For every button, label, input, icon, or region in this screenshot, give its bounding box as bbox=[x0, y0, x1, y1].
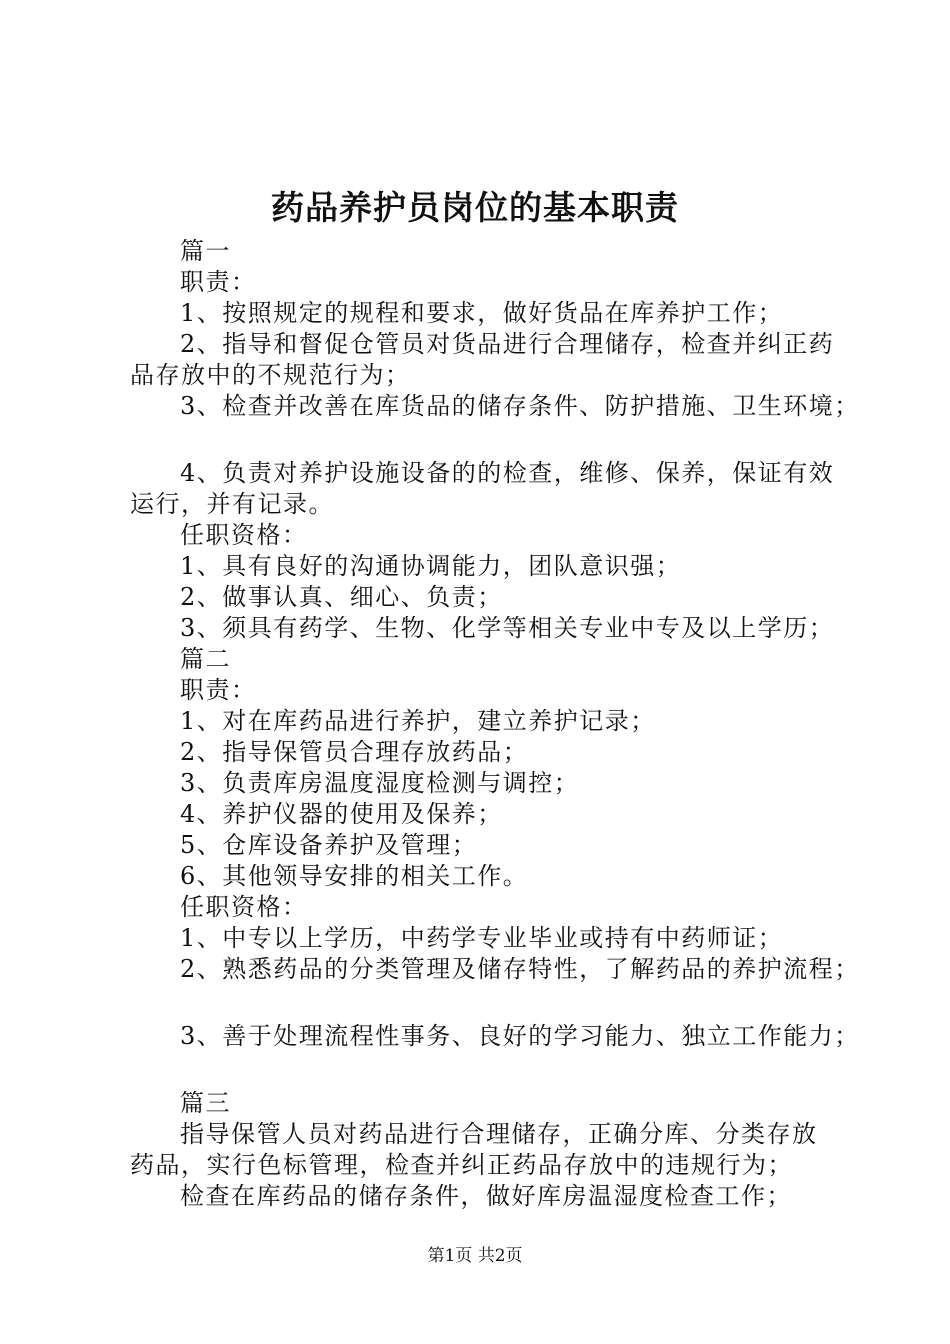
paragraph-line: 3、须具有药学、生物、化学等相关专业中专及以上学历； bbox=[180, 614, 835, 642]
paragraph-line: 4、养护仪器的使用及保养； bbox=[180, 800, 503, 828]
paragraph-line: 1、按照规定的规程和要求，做好货品在库养护工作； bbox=[180, 299, 784, 327]
paragraph-line: 3、检查并改善在库货品的储存条件、防护措施、卫生环境； bbox=[180, 392, 860, 420]
qualifications-heading: 任职资格： bbox=[180, 893, 308, 921]
paragraph-line: 2、熟悉药品的分类管理及储存特性，了解药品的养护流程； bbox=[180, 955, 860, 983]
section-heading-2: 篇二 bbox=[180, 645, 231, 673]
paragraph-line: 2、指导和督促仓管员对货品进行合理储存，检查并纠正药 bbox=[180, 330, 835, 358]
document-title: 药品养护员岗位的基本职责 bbox=[271, 188, 679, 227]
paragraph-line-continued: 品存放中的不规范行为； bbox=[130, 361, 411, 389]
paragraph-line: 2、做事认真、细心、负责； bbox=[180, 583, 503, 611]
paragraph-line: 3、负责库房温度湿度检测与调控； bbox=[180, 769, 580, 797]
paragraph-line: 4、负责对养护设施设备的的检查，维修、保养，保证有效 bbox=[180, 459, 835, 487]
paragraph-line: 3、善于处理流程性事务、良好的学习能力、独立工作能力； bbox=[180, 1022, 860, 1050]
section-heading-1: 篇一 bbox=[180, 237, 231, 265]
paragraph-line: 1、中专以上学历，中药学专业毕业或持有中药师证； bbox=[180, 924, 784, 952]
paragraph-line: 1、对在库药品进行养护，建立养护记录； bbox=[180, 707, 656, 735]
paragraph-gap bbox=[130, 1052, 830, 1088]
paragraph-line: 6、其他领导安排的相关工作。 bbox=[180, 862, 529, 890]
section-heading-3: 篇三 bbox=[180, 1089, 231, 1117]
paragraph-line: 2、指导保管员合理存放药品； bbox=[180, 738, 529, 766]
page-footer: 第1页 共2页 bbox=[427, 1246, 523, 1266]
document-body bbox=[130, 236, 860, 1212]
paragraph-line-continued: 运行，并有记录。 bbox=[130, 490, 334, 518]
paragraph-line: 检查在库药品的储存条件，做好库房温湿度检查工作； bbox=[180, 1182, 792, 1210]
paragraph-line-continued: 药品，实行色标管理，检查并纠正药品存放中的违规行为； bbox=[130, 1151, 793, 1179]
paragraph-line: 5、仓库设备养护及管理； bbox=[180, 831, 478, 859]
paragraph-gap bbox=[130, 422, 830, 458]
qualifications-heading: 任职资格： bbox=[180, 521, 308, 549]
paragraph-gap bbox=[130, 985, 830, 1021]
duties-heading: 职责： bbox=[180, 268, 257, 296]
duties-heading: 职责： bbox=[180, 676, 257, 704]
paragraph-line: 指导保管人员对药品进行合理储存，正确分库、分类存放 bbox=[180, 1120, 818, 1148]
paragraph-line: 1、具有良好的沟通协调能力，团队意识强； bbox=[180, 552, 682, 580]
